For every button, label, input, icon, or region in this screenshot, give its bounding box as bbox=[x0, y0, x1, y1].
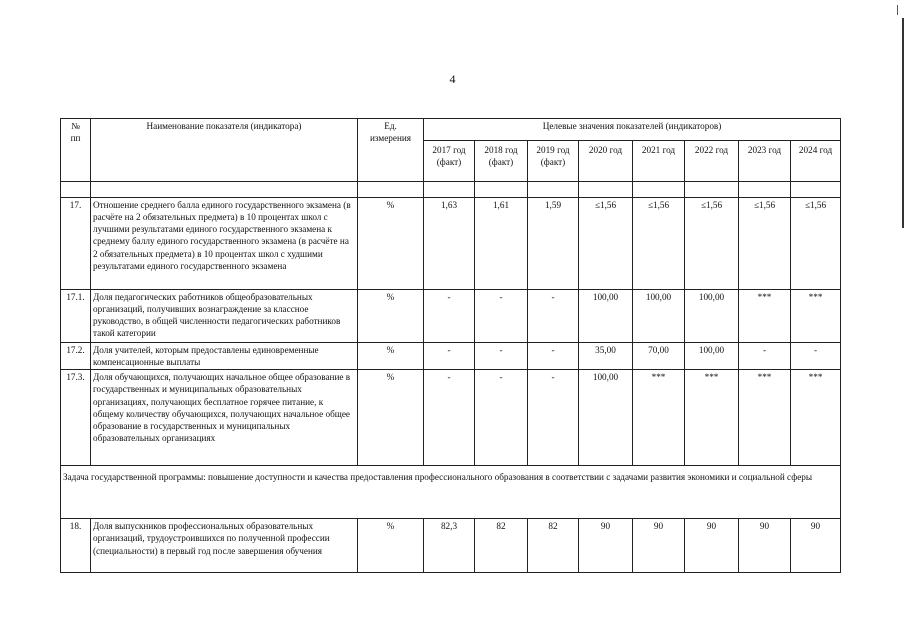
row-value: - bbox=[791, 343, 841, 370]
row-value: 90 bbox=[633, 519, 685, 573]
row-value: 82,3 bbox=[424, 519, 475, 573]
row-name: Доля педагогических работников общеобразовательных организаций, получивших вознаграждение за классное руководство, в общей численности педагогических работников такой категории bbox=[91, 290, 358, 343]
row-value: ≤1,56 bbox=[579, 198, 633, 290]
header-year: 2022 год bbox=[685, 141, 739, 182]
row-num: 17. bbox=[61, 198, 91, 290]
row-value: 90 bbox=[739, 519, 791, 573]
row-value: 100,00 bbox=[633, 290, 685, 343]
row-value: 90 bbox=[791, 519, 841, 573]
row-name: Доля выпускников профессиональных образовательных организаций, трудоустроившихся по полученной профессии (специальности) в первый год после завершения обучения bbox=[91, 519, 358, 573]
table-row bbox=[61, 519, 841, 573]
row-value: 100,00 bbox=[579, 290, 633, 343]
row-value: 35,00 bbox=[579, 343, 633, 370]
row-value: 1,61 bbox=[475, 198, 528, 290]
row-name: Доля обучающихся, получающих начальное общее образование в государственных и муниципальных образовательных организациях, получающих бесплатное горячее питание, к общему количеству обучающихся, получающих начальное общее образование в государственных и муниципальных образовательных организациях bbox=[91, 370, 358, 466]
spacer-row bbox=[61, 182, 841, 198]
header-unit: Ед. измерения bbox=[358, 119, 424, 182]
row-value: - bbox=[475, 290, 528, 343]
row-value: - bbox=[475, 343, 528, 370]
row-value: 1,59 bbox=[528, 198, 579, 290]
header-year: 2020 год bbox=[579, 141, 633, 182]
row-value: *** bbox=[791, 370, 841, 466]
row-value: - bbox=[475, 370, 528, 466]
row-value: 70,00 bbox=[633, 343, 685, 370]
row-value: - bbox=[528, 370, 579, 466]
header-num: № пп bbox=[61, 119, 91, 182]
row-num: 18. bbox=[61, 519, 91, 573]
task-row bbox=[61, 466, 841, 519]
row-value: *** bbox=[739, 290, 791, 343]
row-value: 90 bbox=[685, 519, 739, 573]
header-year: 2017 год (факт) bbox=[424, 141, 475, 182]
row-unit: % bbox=[358, 519, 424, 573]
row-value: - bbox=[739, 343, 791, 370]
row-value: *** bbox=[633, 370, 685, 466]
table-row bbox=[61, 370, 841, 466]
row-value: 82 bbox=[475, 519, 528, 573]
row-num: 17.2. bbox=[61, 343, 91, 370]
row-value: - bbox=[528, 343, 579, 370]
row-value: ≤1,56 bbox=[685, 198, 739, 290]
header-year: 2023 год bbox=[739, 141, 791, 182]
row-value: *** bbox=[739, 370, 791, 466]
row-value: 1,63 bbox=[424, 198, 475, 290]
scan-edge-tick bbox=[897, 5, 898, 15]
page-number: 4 bbox=[449, 72, 456, 86]
scan-edge-line bbox=[902, 18, 904, 228]
header-year: 2018 год (факт) bbox=[475, 141, 528, 182]
row-value: - bbox=[424, 370, 475, 466]
row-unit: % bbox=[358, 370, 424, 466]
row-unit: % bbox=[358, 198, 424, 290]
row-value: ≤1,56 bbox=[633, 198, 685, 290]
row-value: - bbox=[424, 343, 475, 370]
table-row bbox=[61, 290, 841, 343]
header-year: 2024 год bbox=[791, 141, 841, 182]
table-row bbox=[61, 198, 841, 290]
row-value: - bbox=[424, 290, 475, 343]
row-unit: % bbox=[358, 343, 424, 370]
row-value: 100,00 bbox=[579, 370, 633, 466]
row-value: 82 bbox=[528, 519, 579, 573]
row-unit: % bbox=[358, 290, 424, 343]
table-row bbox=[61, 343, 841, 370]
row-value: 90 bbox=[579, 519, 633, 573]
row-name: Доля учителей, которым предоставлены единовременные компенсационные выплаты bbox=[91, 343, 358, 370]
row-value: ≤1,56 bbox=[739, 198, 791, 290]
row-value: *** bbox=[791, 290, 841, 343]
row-value: 100,00 bbox=[685, 290, 739, 343]
header-year: 2019 год (факт) bbox=[528, 141, 579, 182]
task-text: Задача государственной программы: повышение доступности и качества предоставления профессионального образования в соответствии с задачами развития экономики и социальной сферы bbox=[61, 466, 841, 519]
indicators-table bbox=[60, 118, 841, 573]
row-name: Отношение среднего балла единого государственного экзамена (в расчёте на 2 обязательных предмета) в 10 процентах школ с лучшими результатами единого государственного экзамена к среднему баллу единого государственного экзамена (в расчёте на 2 обязательных предмета) в 10 процентах школ с худшими результатами единого государственного экзамена bbox=[91, 198, 358, 290]
header-targets: Целевые значения показателей (индикаторов) bbox=[424, 119, 841, 141]
row-value: *** bbox=[685, 370, 739, 466]
row-value: 100,00 bbox=[685, 343, 739, 370]
row-num: 17.3. bbox=[61, 370, 91, 466]
row-value: ≤1,56 bbox=[791, 198, 841, 290]
row-value: - bbox=[528, 290, 579, 343]
header-name: Наименование показателя (индикатора) bbox=[91, 119, 358, 182]
header-year: 2021 год bbox=[633, 141, 685, 182]
row-num: 17.1. bbox=[61, 290, 91, 343]
